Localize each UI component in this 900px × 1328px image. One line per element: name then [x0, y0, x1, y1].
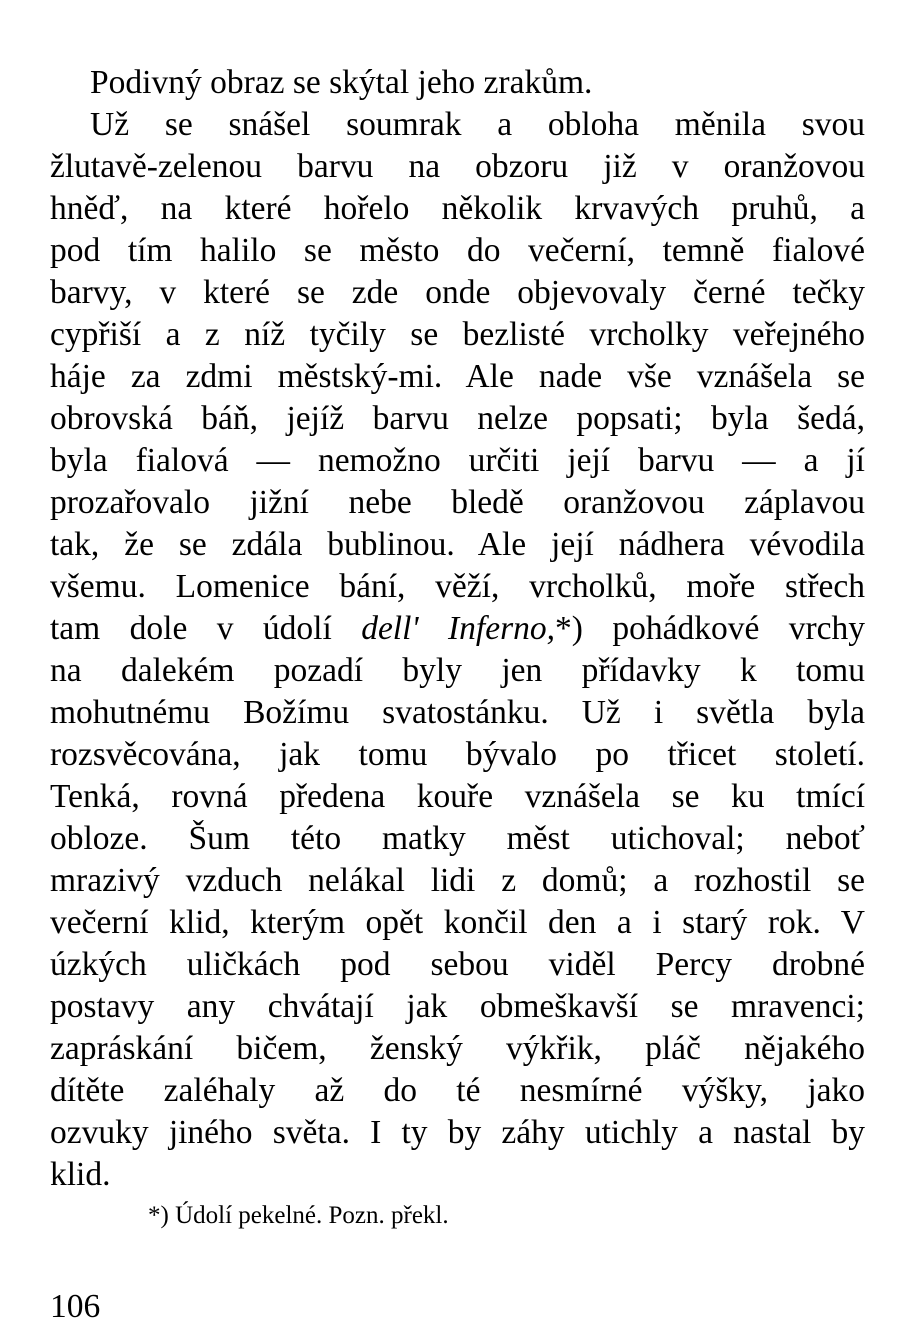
- text-line: obloze. Šum této matky měst utichoval; neboť: [50, 820, 865, 857]
- text-line: všemu. Lomenice bání, věží, vrcholků, moře střech: [50, 568, 865, 605]
- text-line: ozvuky jiného světa. I ty by záhy utichly a nastal by: [50, 1114, 865, 1151]
- text-line: obrovská báň, jejíž barvu nelze popsati; byla šedá,: [50, 400, 865, 437]
- text-line: žlutavě-zelenou barvu na obzoru již v oranžovou: [50, 148, 865, 185]
- text-line: cypřiší a z níž tyčily se bezlisté vrcholky veřejného: [50, 316, 865, 353]
- text-line: večerní klid, kterým opět končil den a i starý rok. V: [50, 904, 865, 941]
- text-line: hněď, na které hořelo několik krvavých pruhů, a: [50, 190, 865, 227]
- text-line: Podivný obraz se skýtal jeho zrakům.: [90, 64, 593, 101]
- text-line: úzkých uličkách pod sebou viděl Percy drobné: [50, 946, 865, 983]
- text-line: rozsvěcována, jak tomu bývalo po třicet století.: [50, 736, 865, 773]
- footnote-marker-text: *) pohádkové vrchy: [555, 610, 865, 647]
- text-line: postavy any chvátají jak obmeškavší se mravenci;: [50, 988, 865, 1025]
- text-line-with-italic: [50, 608, 865, 650]
- text-line: mrazivý vzduch nelákal lidi z domů; a rozhostil se: [50, 862, 865, 899]
- text-line: pod tím halilo se město do večerní, temně fialové: [50, 232, 865, 269]
- text-line: Už se snášel soumrak a obloha měnila svou: [90, 106, 865, 143]
- text-line: byla fialová — nemožno určiti její barvu — a jí: [50, 442, 865, 479]
- text-line: Tenká, rovná předena kouře vznášela se ku tmící: [50, 778, 865, 815]
- text-line: barvy, v které se zde onde objevovaly černé tečky: [50, 274, 865, 311]
- text-line: mohutnému Božímu svatostánku. Už i světla byla: [50, 694, 865, 731]
- text-line: klid.: [50, 1156, 111, 1193]
- text-line: tak, že se zdála bublinou. Ale její nádhera vévodila: [50, 526, 865, 563]
- italic-phrase: dell' Inferno,: [361, 610, 555, 647]
- text-line: zapráskání bičem, ženský výkřik, pláč nějakého: [50, 1030, 865, 1067]
- footnote: *) Údolí pekelné. Pozn. překl.: [148, 1202, 449, 1229]
- page-number: 106: [50, 1288, 101, 1325]
- text-line: dítěte zaléhaly až do té nesmírné výšky, jako: [50, 1072, 865, 1109]
- text-line: prozařovalo jižní nebe bledě oranžovou záplavou: [50, 484, 865, 521]
- text-line: háje za zdmi městský-mi. Ale nade vše vznášela se: [50, 358, 865, 395]
- text-line: na dalekém pozadí byly jen přídavky k tomu: [50, 652, 865, 689]
- text-segment: tam dole v údolí: [50, 610, 362, 647]
